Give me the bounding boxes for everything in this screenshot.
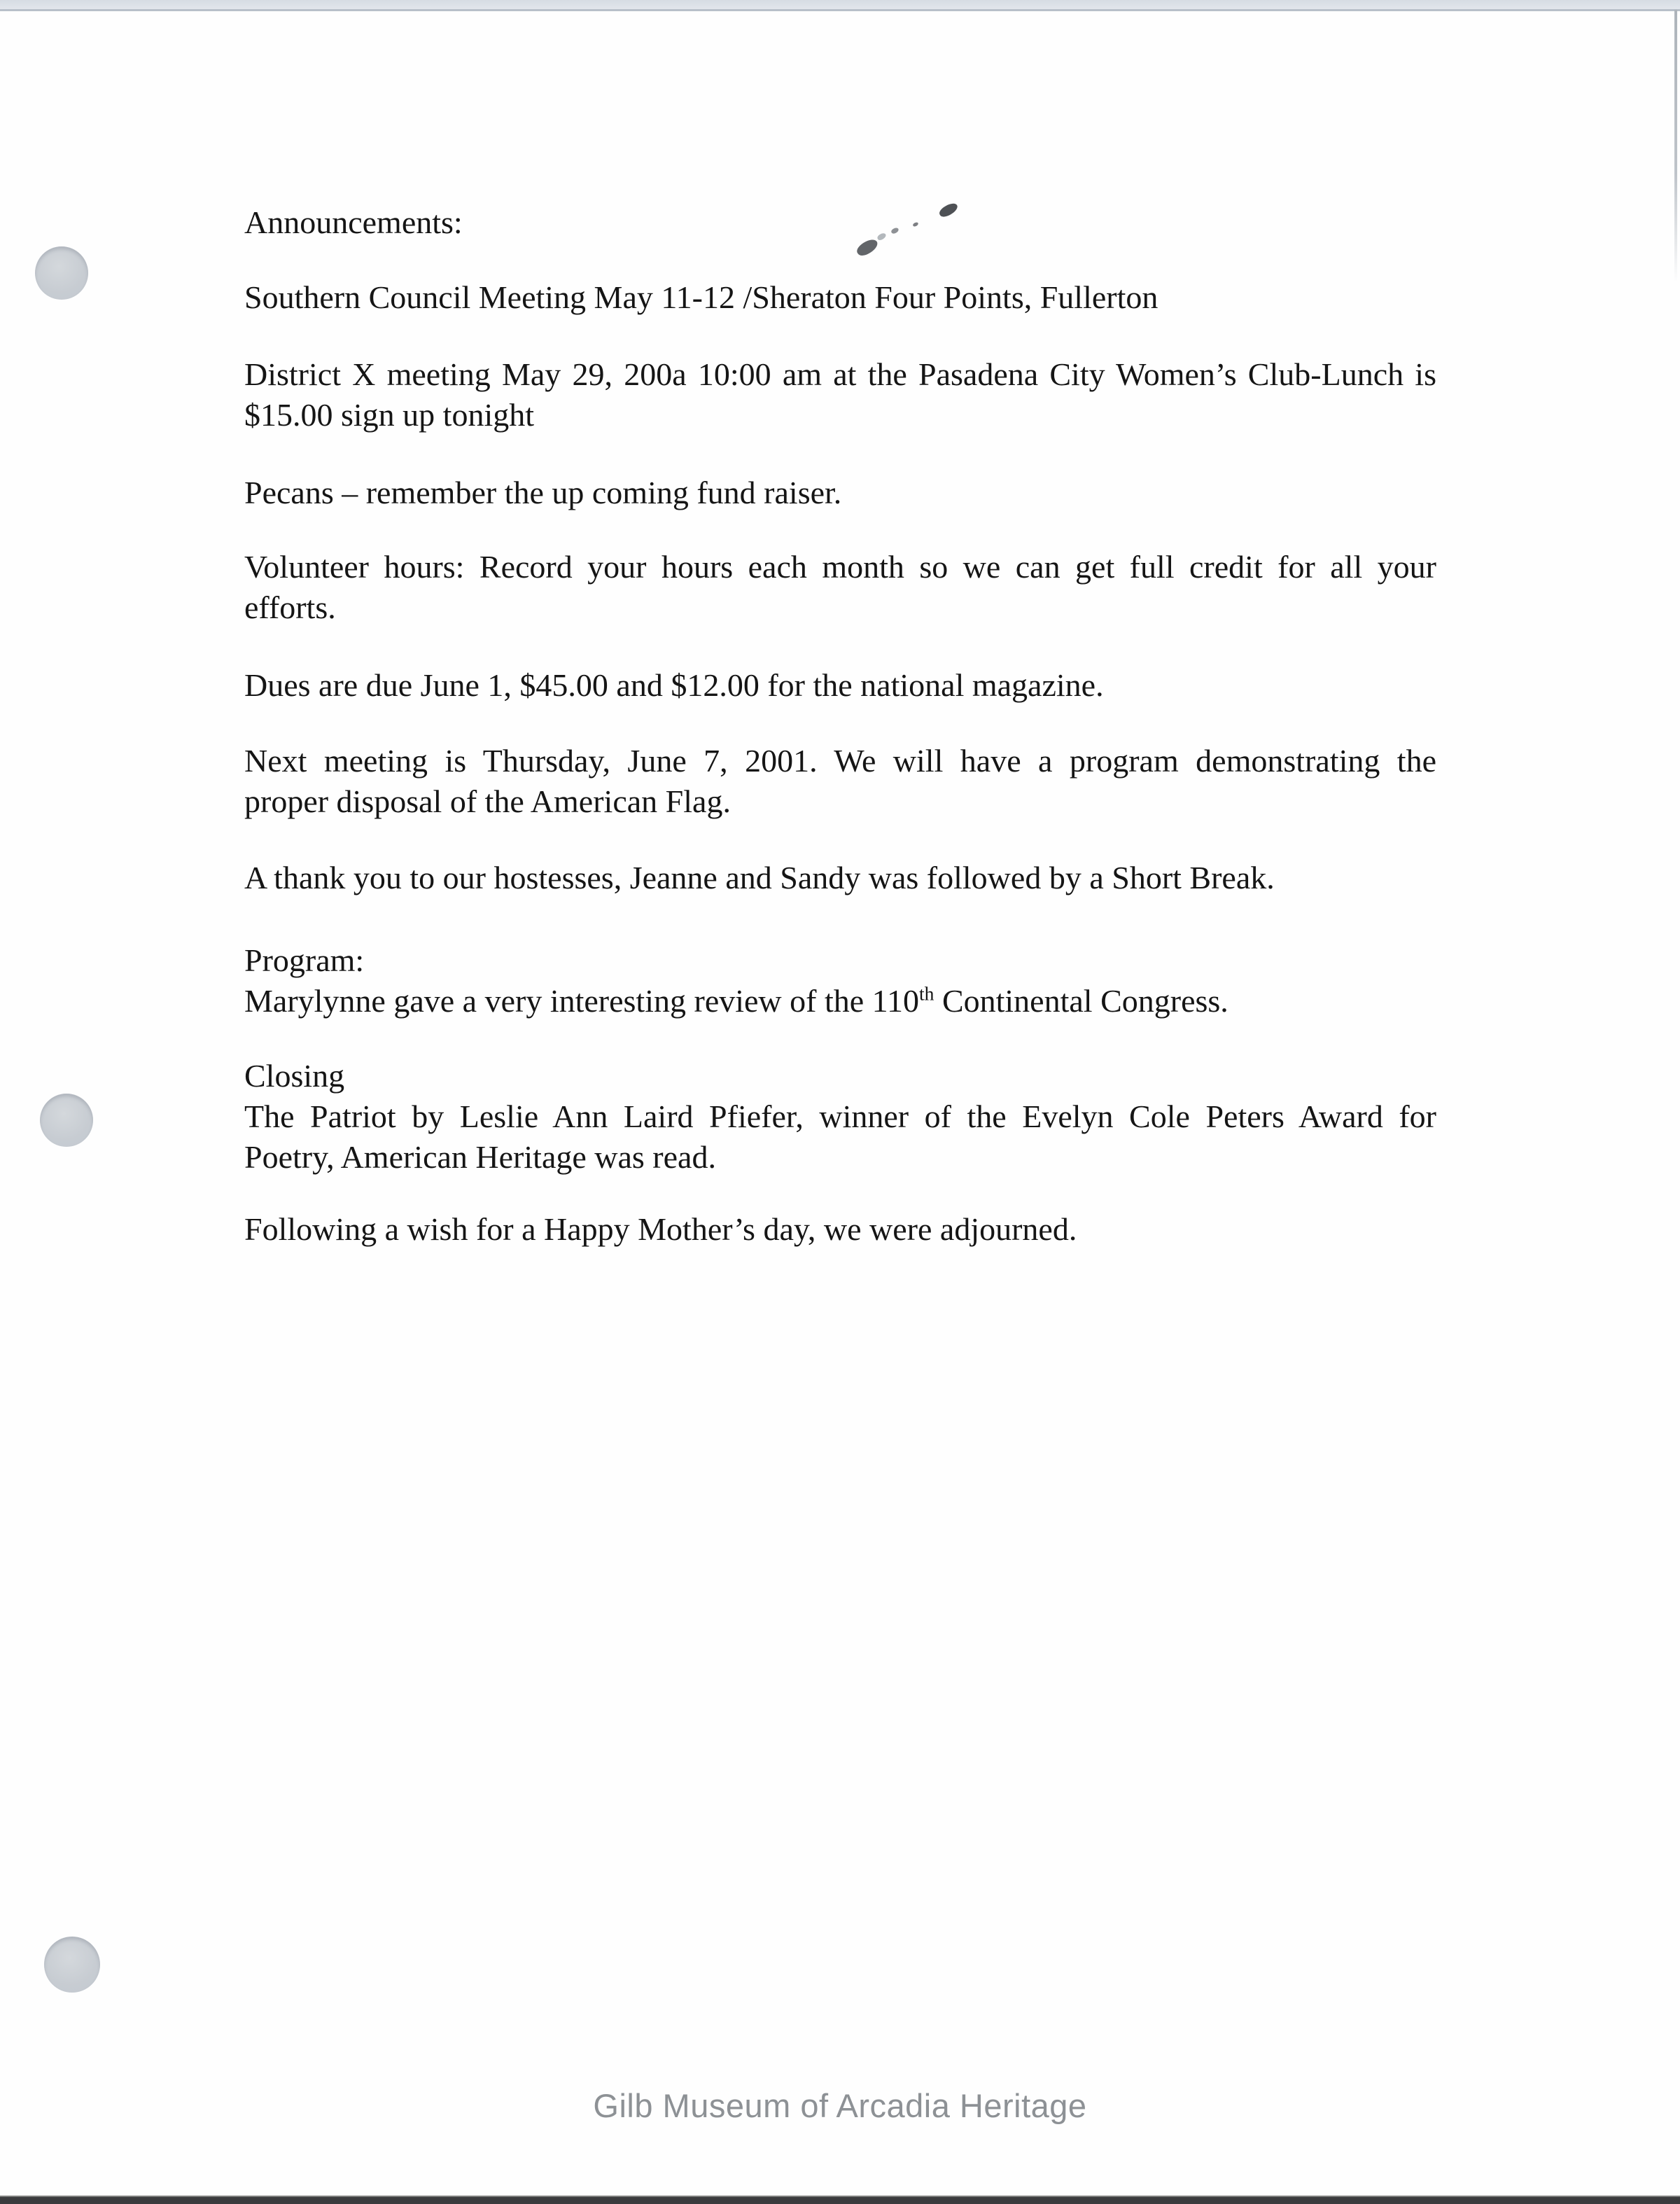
- text-line: Volunteer hours: Record your hours each month so we can get full credit for all your: [244, 549, 1436, 585]
- text-line: Following a wish for a Happy Mother’s day, we were adjourned.: [244, 1211, 1077, 1247]
- text-line: District X meeting May 29, 200a 10:00 am at the Pasadena City Women’s Club-Lunch is: [244, 356, 1436, 392]
- hole-punch: [35, 246, 88, 300]
- text-line: Marylynne gave a very interesting review of the 110th Continental Congress.: [244, 982, 1228, 1019]
- text-line: proper disposal of the American Flag.: [244, 783, 731, 819]
- paragraph: [244, 1056, 1436, 1178]
- paragraph: [244, 1209, 1436, 1250]
- text-line: Announcements:: [244, 204, 463, 240]
- text-line: Southern Council Meeting May 11-12 /Sheraton Four Points, Fullerton: [244, 279, 1158, 315]
- paragraph: [244, 858, 1436, 898]
- text-line: A thank you to our hostesses, Jeanne and Sandy was followed by a Short Break.: [244, 860, 1275, 895]
- text-line: Poetry, American Heritage was read.: [244, 1139, 716, 1175]
- text-line: Next meeting is Thursday, June 7, 2001. We will have a program demonstrating the: [244, 743, 1436, 779]
- text-line: Closing: [244, 1058, 345, 1094]
- paragraph: [244, 741, 1436, 822]
- text-line: The Patriot by Leslie Ann Laird Pfiefer, winner of the Evelyn Cole Peters Award for: [244, 1098, 1436, 1134]
- paragraph: [244, 665, 1436, 706]
- paragraph: [244, 940, 1436, 1021]
- hole-punch: [40, 1094, 93, 1147]
- text-line: Pecans – remember the up coming fund raiser.: [244, 475, 842, 510]
- paragraph: [244, 547, 1436, 628]
- paragraph: [244, 473, 1436, 513]
- paragraph: [244, 277, 1436, 318]
- scan-right-edge: [1674, 10, 1677, 283]
- watermark-text: Gilb Museum of Arcadia Heritage: [593, 2087, 1087, 2124]
- hole-punch: [44, 1937, 100, 1993]
- text-line: $15.00 sign up tonight: [244, 397, 535, 433]
- paragraph: [244, 202, 1436, 243]
- text-line: Dues are due June 1, $45.00 and $12.00 for the national magazine.: [244, 667, 1104, 703]
- text-line: efforts.: [244, 590, 336, 625]
- paragraph: [244, 354, 1436, 435]
- text-line: Program:: [244, 942, 365, 978]
- scan-top-edge: [0, 0, 1680, 11]
- scan-bottom-edge: [0, 2196, 1680, 2204]
